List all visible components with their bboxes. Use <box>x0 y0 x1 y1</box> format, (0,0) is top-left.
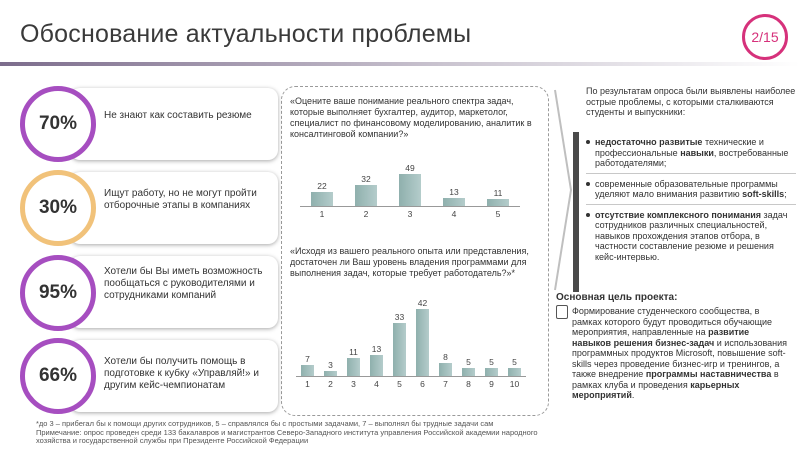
chart-value-label: 7 <box>305 354 310 364</box>
divider <box>586 173 796 174</box>
chart-tick-label: 3 <box>351 379 356 389</box>
stat-text: Не знают как составить резюме <box>104 110 252 121</box>
chart-bar <box>324 371 337 376</box>
results-item-bold: soft-skills <box>742 189 785 199</box>
chart-bar <box>487 199 509 206</box>
goal-title: Основная цель проекта: <box>556 292 678 303</box>
chart-bar <box>399 174 421 206</box>
results-item-bold: навыки <box>680 147 714 158</box>
footnote <box>36 420 546 446</box>
chart-bar <box>462 368 475 376</box>
survey-question-1: «Оцените ваше понимание реального спектра задач, которые выполняет бухгалтер, аудитор, маркетолог, специалист по финансовому моделированию, аналитик в консалтинговой компании?» <box>290 96 532 139</box>
results-item-text: задач сотрудников различных специальностей, навыков прохождения этапов отбора, в частности составление резюме и решения кейс-интервью. <box>595 209 788 262</box>
chart-value-label: 5 <box>466 357 471 367</box>
chart-axis <box>296 376 526 377</box>
stat-percent: 70% <box>38 113 78 134</box>
stat-card-0 <box>70 88 278 160</box>
results-item-bold: недостаточно развитые <box>595 137 703 147</box>
chart-bar <box>439 363 452 376</box>
results-item-text: ; <box>784 189 787 199</box>
chart-tick-label: 9 <box>489 379 494 389</box>
results-item-text: , востребованные работодателями; <box>595 147 789 168</box>
goal-text <box>572 306 790 401</box>
footnote-line: *до 3 – прибегал бы к помощи других сотрудников, 5 – справлялся бы с простыми задачами, 7 – выполнял бы трудные задачи сам <box>36 419 494 428</box>
chart-value-label: 5 <box>489 357 494 367</box>
chart-bar <box>485 368 498 376</box>
bar-chart-1 <box>300 160 520 220</box>
chart-value-label: 5 <box>512 357 517 367</box>
footnote-line: Примечание: опрос проведен среди 133 бакалавров и магистрантов Северо-Западного института управления Российской академии народного хозяйства и государственной службы при Президенте Российской Федерации <box>36 427 538 445</box>
goal-text-part: в рамках клуба и проведения <box>572 369 779 390</box>
goal-text-bold: карьерных мероприятий <box>572 379 740 400</box>
chart-bar <box>301 365 314 376</box>
stat-card-3 <box>70 340 278 412</box>
chart-bar <box>370 355 383 376</box>
stat-percent: 66% <box>38 365 78 386</box>
chart-value-label: 11 <box>349 347 358 357</box>
chart-bar <box>416 309 429 376</box>
chart-bar <box>311 192 333 206</box>
chart-tick-label: 5 <box>495 209 501 219</box>
stat-text: Ищут работу, но не могут пройти отборочные этапы в компаниях <box>104 188 257 211</box>
stat-card-2 <box>70 256 278 328</box>
chart-tick-label: 10 <box>509 379 520 389</box>
stat-circle-3 <box>20 338 96 414</box>
chart-value-label: 49 <box>405 163 415 173</box>
stat-percent: 95% <box>38 282 78 303</box>
chart-tick-label: 4 <box>374 379 379 389</box>
chart-value-label: 13 <box>371 344 382 354</box>
page-indicator: 2/15 <box>742 14 788 60</box>
goal-text-part: и использования программных продуктов Microsoft, повышение soft-skills через проведение бизнес-игр и тренингов, а также внедрение <box>572 337 788 379</box>
chart-value-label: 11 <box>493 188 503 198</box>
chart-bar <box>393 323 406 376</box>
chart-tick-label: 4 <box>451 209 457 219</box>
goal-text-part: . <box>631 390 635 400</box>
chart-tick-label: 1 <box>319 209 325 219</box>
title-underline <box>0 62 800 66</box>
chevron-right-icon <box>553 88 573 292</box>
chart-value-label: 8 <box>443 352 448 362</box>
chart-value-label: 22 <box>317 181 327 191</box>
chart-tick-label: 3 <box>407 209 413 219</box>
chart-tick-label: 2 <box>363 209 369 219</box>
results-intro: По результатам опроса были выявлены наиболее острые проблемы, с которыми сталкиваются студенты и выпускники: <box>586 86 796 117</box>
results-item-2 <box>586 210 796 263</box>
chart-bar <box>347 358 360 376</box>
results-list <box>586 132 796 262</box>
chart-value-label: 42 <box>417 298 428 308</box>
stat-text: Хотели бы Вы иметь возможность пообщаться с руководителями и сотрудниками компаний <box>104 266 263 301</box>
survey-question-2: «Исходя из вашего реального опыта или представления, достаточен ли Ваш уровень владения программами для выполнения задач, которые требует работодатель?»* <box>290 246 529 278</box>
results-item-bold: отсутствие комплексного понимания <box>595 209 762 220</box>
goal-text-bold: программы наставничества <box>645 369 772 379</box>
chart-bar <box>355 185 377 206</box>
chart-tick-label: 8 <box>466 379 471 389</box>
document-icon <box>556 305 568 319</box>
stat-circle-1 <box>20 170 96 246</box>
stat-text: Хотели бы получить помощь в подготовке к кубку «Управляй!» и другим кейс-чемпионатам <box>104 356 259 391</box>
results-item-text: современные образовательные программы уделяют мало внимания развитию <box>595 178 778 199</box>
chart-bar <box>443 198 465 206</box>
page-title: Обоснование актуальности проблемы <box>20 20 472 48</box>
chart-tick-label: 2 <box>328 379 333 389</box>
results-item-text: технические и профессиональные <box>595 137 764 158</box>
goal-text-bold: развитие навыков решения бизнес-задач <box>572 327 750 348</box>
stat-percent: 30% <box>38 197 78 218</box>
chart-tick-label: 5 <box>397 379 402 389</box>
stat-circle-0 <box>20 86 96 162</box>
stat-card-1 <box>70 172 278 244</box>
goal-text-part: Формирование студенческого сообщества, в рамках которого будут проводиться обучающие мероприятия, направленные на <box>572 306 773 337</box>
chart-tick-label: 1 <box>305 379 310 389</box>
bar-chart-2 <box>296 295 526 390</box>
divider <box>586 204 796 205</box>
chart-bar <box>508 368 521 376</box>
chart-value-label: 13 <box>449 187 459 197</box>
chart-tick-label: 7 <box>443 379 448 389</box>
results-accent-bar <box>573 132 579 292</box>
stat-circle-2 <box>20 255 96 331</box>
chart-value-label: 3 <box>328 360 333 370</box>
chart-tick-label: 6 <box>420 379 425 389</box>
results-item-1 <box>586 179 796 200</box>
results-item-0 <box>586 137 796 169</box>
chart-value-label: 32 <box>361 174 371 184</box>
chart-value-label: 33 <box>394 312 405 322</box>
chart-axis <box>300 206 520 207</box>
